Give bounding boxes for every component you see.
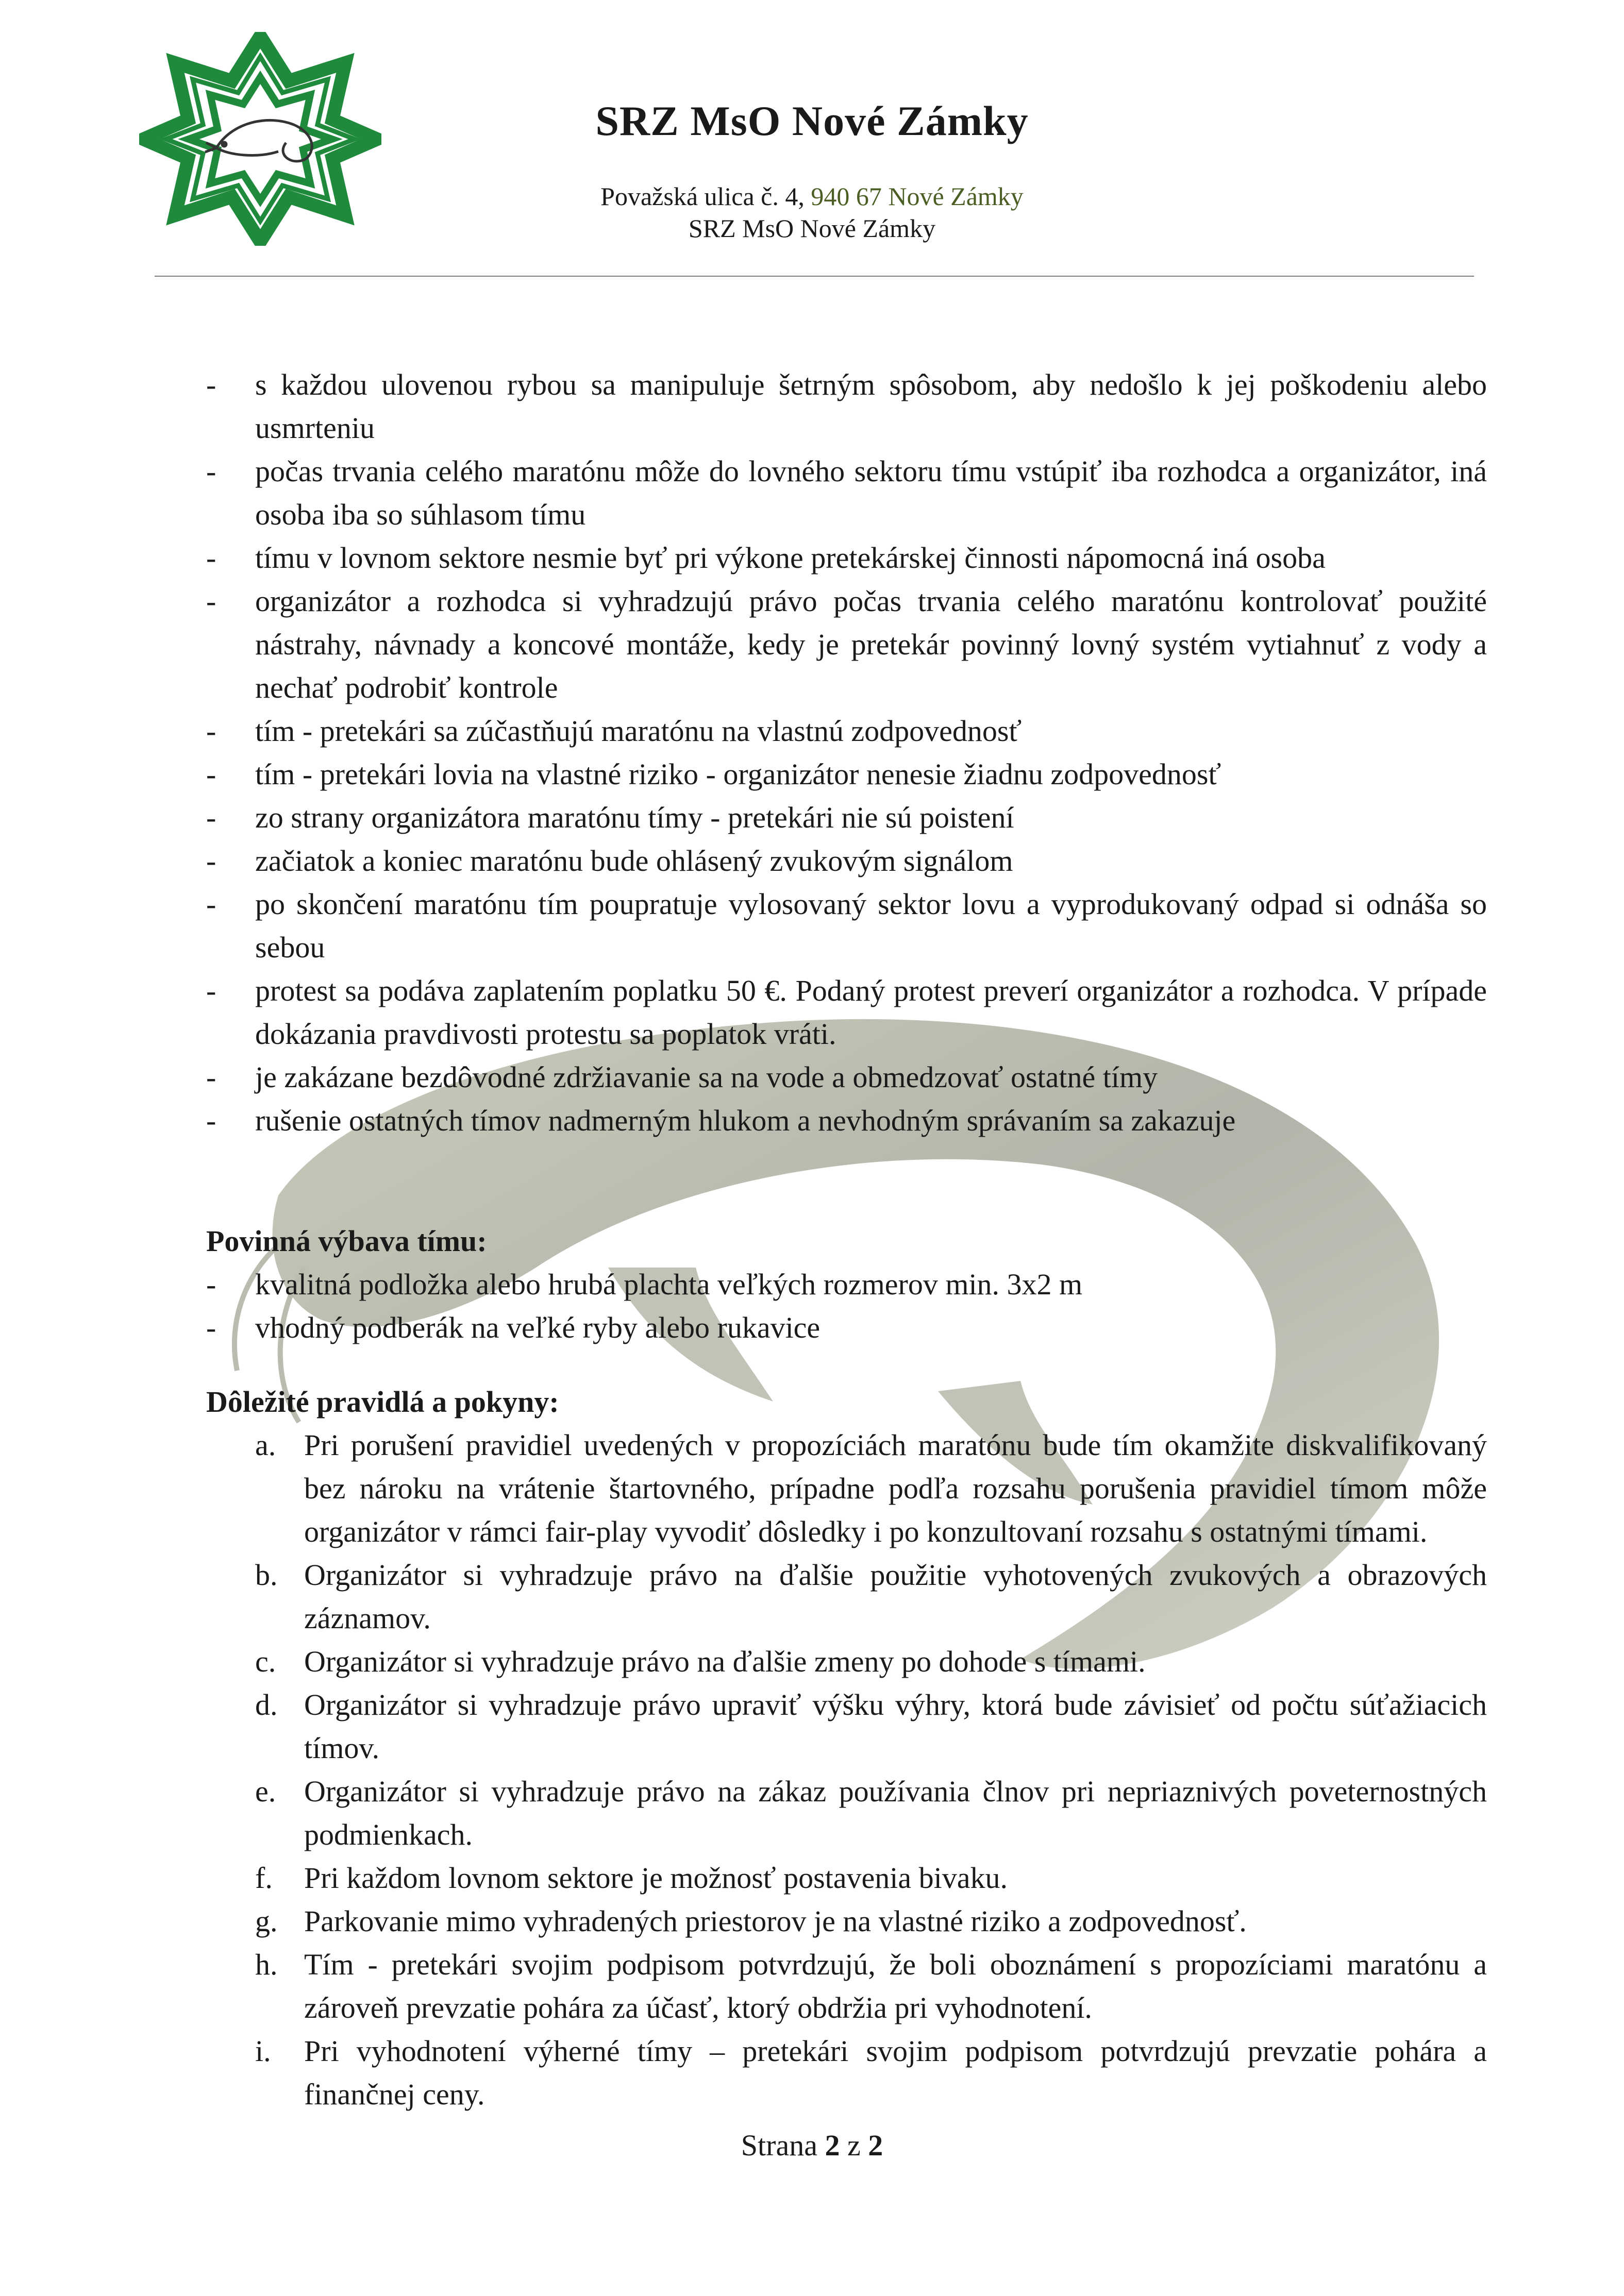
list-item: - rušenie ostatných tímov nadmerným hlukom a nevhodným správaním sa zakazuje — [206, 1099, 1487, 1142]
list-item — [206, 1943, 1487, 2030]
list-item — [206, 1770, 1487, 1856]
item-letter: d. — [255, 1688, 278, 1721]
list-item — [206, 1424, 1487, 1554]
list-item: - počas trvania celého maratónu môže do lovného sektoru tímu vstúpiť iba rozhodca a organizátor, iná osoba iba so súhlasom tímu — [206, 450, 1487, 536]
address-city: 940 67 Nové Zámky — [804, 182, 1024, 211]
list-item — [206, 1683, 1487, 1770]
list-item: - začiatok a koniec maratónu bude ohlásený zvukovým signálom — [206, 839, 1487, 883]
list-item: - zo strany organizátora maratónu tímy - pretekári nie sú poistení — [206, 796, 1487, 839]
list-item: - po skončení maratónu tím poupratuje vylosovaný sektor lovu a vyprodukovaný odpad si odnáša so sebou — [206, 883, 1487, 969]
page-footer — [0, 2128, 1624, 2163]
rules-list — [206, 363, 1487, 1142]
item-letter: g. — [255, 1904, 278, 1938]
equipment-title: Povinná výbava tímu: — [206, 1224, 487, 1258]
total-pages: 2 — [868, 2129, 883, 2162]
important-rules-title: Dôležité pravidlá a pokyny: — [206, 1385, 559, 1419]
list-item — [206, 1856, 1487, 1900]
footer-middle: z — [840, 2129, 868, 2162]
item-text: Organizátor si vyhradzuje právo na ďalšie zmeny po dohode s tímami. — [304, 1645, 1146, 1678]
list-item: - je zakázane bezdôvodné zdržiavanie sa na vode a obmedzovať ostatné tímy — [206, 1056, 1487, 1099]
header-divider — [155, 276, 1474, 277]
item-letter: c. — [255, 1645, 276, 1678]
list-item — [206, 1640, 1487, 1683]
item-text: Parkovanie mimo vyhradených priestorov je na vlastné riziko a zodpovednosť. — [304, 1904, 1247, 1938]
footer-prefix: Strana — [741, 2129, 825, 2162]
list-item: - s každou ulovenou rybou sa manipuluje šetrným spôsobom, aby nedošlo k jej poškodeniu alebo usmrteniu — [206, 363, 1487, 450]
item-text: Organizátor si vyhradzuje právo upraviť výšku výhry, ktorá bude závisieť od počtu súťažiacich tímov. — [304, 1688, 1487, 1765]
item-letter: e. — [255, 1775, 276, 1808]
address-street: Považská ulica č. 4, — [600, 182, 805, 211]
item-text: Organizátor si vyhradzuje právo na ďalšie použitie vyhotovených zvukových a obrazových záznamov. — [304, 1558, 1487, 1635]
item-text: Tím - pretekári svojim podpisom potvrdzujú, že boli oboznámení s propozíciami maratónu a zároveň prevzatie pohára za účasť, ktorý obdržia pri vyhodnotení. — [304, 1948, 1487, 2024]
list-item: - tím - pretekári lovia na vlastné riziko - organizátor nenesie žiadnu zodpovednosť — [206, 753, 1487, 796]
page-content — [206, 363, 1487, 2116]
item-text: Organizátor si vyhradzuje právo na zákaz používania člnov pri nepriaznivých poveternostných podmienkach. — [304, 1775, 1487, 1851]
list-item — [206, 1900, 1487, 1943]
list-item: - organizátor a rozhodca si vyhradzujú právo počas trvania celého maratónu kontrolovať použité nástrahy, návnady a koncové montáže, kedy je pretekár povinný lovný systém vytiahnuť z vody a nechať podrobiť kontrole — [206, 580, 1487, 710]
current-page: 2 — [825, 2129, 840, 2162]
item-letter: i. — [255, 2034, 271, 2068]
item-text: Pri porušení pravidiel uvedených v propozíciách maratónu bude tím okamžite diskvalifikovaný bez nároku na vrátenie štartovného, prípadne podľa rozsahu porušenia pravidiel tímom môže organizátor v rámci fair-play vyvodiť dôsledky i po konzultovaní rozsahu s ostatnými tímami. — [304, 1428, 1487, 1548]
item-letter: b. — [255, 1558, 278, 1592]
list-item — [206, 1554, 1487, 1640]
list-item: - kvalitná podložka alebo hrubá plachta veľkých rozmerov min. 3x2 m — [206, 1263, 1487, 1306]
item-text: Pri vyhodnotení výherné tímy – pretekári svojim podpisom potvrdzujú prevzatie pohára a finančnej ceny. — [304, 2034, 1487, 2111]
list-item: - vhodný podberák na veľké ryby alebo rukavice — [206, 1306, 1487, 1349]
important-rules-list — [206, 1424, 1487, 2116]
equipment-list — [206, 1263, 1487, 1349]
organization-line: SRZ MsO Nové Zámky — [688, 214, 936, 243]
list-item: - tímu v lovnom sektore nesmie byť pri výkone pretekárskej činnosti nápomocná iná osoba — [206, 536, 1487, 580]
list-item — [206, 2030, 1487, 2116]
item-letter: f. — [255, 1861, 273, 1895]
item-letter: a. — [255, 1428, 276, 1462]
address-line — [0, 181, 1624, 211]
list-item: - tím - pretekári sa zúčastňujú maratónu na vlastnú zodpovednosť — [206, 710, 1487, 753]
list-item: - protest sa podáva zaplatením poplatku 50 €. Podaný protest preverí organizátor a rozhodca. V prípade dokázania pravdivosti protestu sa poplatok vráti. — [206, 969, 1487, 1056]
item-letter: h. — [255, 1948, 278, 1981]
item-text: Pri každom lovnom sektore je možnosť postavenia bivaku. — [304, 1861, 1008, 1895]
organization-name: SRZ MsO Nové Zámky — [595, 97, 1029, 144]
